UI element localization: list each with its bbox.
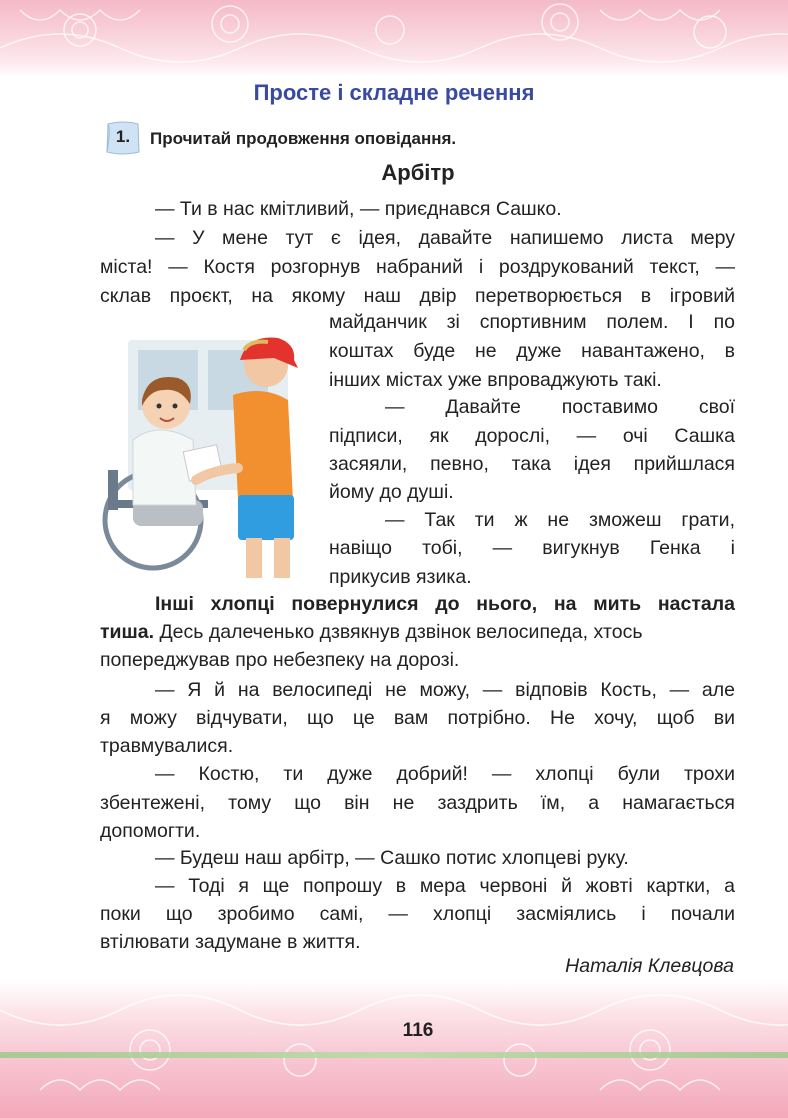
text-line: — Так ти ж не зможеш грати,: [385, 509, 735, 531]
text-line: — Ти в нас кмітливий, — приєднався Сашко.: [155, 198, 562, 220]
text-line: майданчик зі спортивним полем. І по: [329, 311, 735, 333]
text-line: попереджував про небезпеку на дорозі.: [100, 649, 460, 671]
text-line-bold: Інші хлопці повернулися до нього, на мить настала: [155, 593, 735, 615]
bottom-decorative-border: [0, 980, 788, 1118]
text-line: я можу відчувати, що це вам потрібно. Не хочу, щоб ви: [100, 707, 735, 729]
section-title: Просте і складне речення: [253, 80, 535, 105]
text-line: міста! — Костя розгорнув набраний і роздрукований текст, —: [100, 256, 735, 278]
author-name: Наталія Клевцова: [565, 955, 734, 977]
text-line-mixed: [100, 618, 642, 646]
text-line: травмувалися.: [100, 735, 234, 757]
top-decorative-border: [0, 0, 788, 78]
text-line: підписи, як дорослі, — очі Сашка: [329, 425, 735, 447]
text-line: допомогти.: [100, 820, 201, 842]
text-line: коштах буде не дуже навантажено, в: [329, 340, 735, 362]
text-line: — Тоді я ще попрошу в мера червоні й жовті картки, а: [155, 875, 735, 897]
text-line: інших містах уже впроваджують такі.: [329, 369, 662, 391]
text-line: — Давайте поставимо свої: [385, 396, 735, 418]
green-divider-line: [0, 1052, 788, 1058]
lace-pattern-top: [0, 0, 788, 78]
text-line: — Я й на велосипеді не можу, — відповів Кость, — але: [155, 679, 735, 701]
text-line: — Костю, ти дуже добрий! — хлопці були трохи: [155, 763, 735, 785]
page-number: 116: [402, 1020, 434, 1041]
text-line: йому до душі.: [329, 481, 454, 503]
text-line: втілювати задумане в життя.: [100, 931, 361, 953]
text-line: — Будеш наш арбітр, — Сашко потис хлопцеві руку.: [155, 847, 629, 869]
text-line: прикусив язика.: [329, 566, 472, 588]
text-line: — У мене тут є ідея, давайте напишемо листа меру: [155, 227, 735, 249]
task-instruction: Прочитай продовження оповідання.: [150, 129, 457, 148]
text-span: Десь далеченько дзвякнув дзвінок велосипеда, хтось: [154, 621, 643, 643]
text-line: навіщо тобі, — вигукнув Генка і: [329, 537, 735, 559]
text-line: засяяли, певно, така ідея прийшлася: [329, 453, 735, 475]
text-line: склав проєкт, на якому наш двір перетворюється в ігровий: [100, 285, 735, 307]
lace-pattern-bottom: [0, 980, 788, 1118]
text-line: збентежені, тому що він не заздрить їм, а намагається: [100, 792, 735, 814]
text-line: поки що зробимо самі, — хлопці засміялись і почали: [100, 903, 735, 925]
bold-word: тиша.: [100, 621, 155, 643]
illustration-boys: [98, 320, 318, 580]
task-number: 1.: [115, 127, 131, 146]
task-number-badge: [103, 118, 143, 158]
story-title: Арбітр: [381, 160, 455, 185]
